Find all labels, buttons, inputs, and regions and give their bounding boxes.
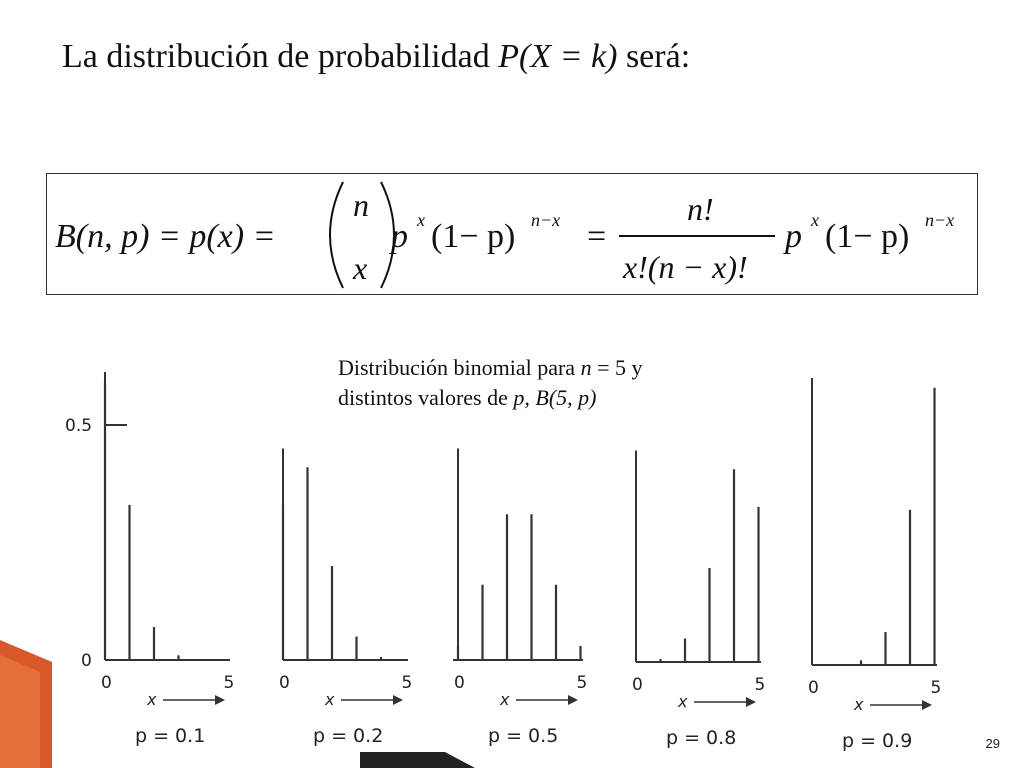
- x-tick-label: 5: [930, 678, 942, 698]
- chart-title-label: p = 0.5: [488, 725, 559, 747]
- formula-lhs: B(n, p) = p(x) =: [55, 218, 276, 255]
- term2-base: (1− p): [431, 218, 516, 255]
- title-prefix: La distribución de probabilidad: [62, 38, 499, 75]
- x-axis-arrow-head: [746, 697, 756, 707]
- x-axis-arrow-head: [393, 695, 403, 705]
- page-number: 29: [985, 736, 1000, 751]
- y-tick-label: 0: [81, 651, 92, 671]
- decorative-bottom-bar: [360, 752, 475, 768]
- y-tick-label: 0.5: [65, 416, 93, 436]
- x-axis-label: x: [325, 690, 335, 709]
- x-axis-arrow-head: [215, 695, 225, 705]
- x-axis-label: x: [678, 692, 688, 711]
- x-tick-label: 0: [101, 673, 112, 693]
- equals-sign: =: [587, 218, 607, 255]
- x-tick-label: 5: [223, 673, 235, 693]
- x-tick-label: 5: [401, 673, 413, 693]
- title-suffix: será:: [617, 38, 691, 75]
- chart-title-label: p = 0.9: [842, 730, 913, 752]
- term4-base: (1− p): [825, 218, 910, 255]
- chart-title-label: p = 0.1: [135, 725, 206, 747]
- fraction-numerator: n!: [687, 191, 714, 227]
- binom-bottom: x: [353, 250, 368, 286]
- term2-exp: n−x: [531, 210, 561, 230]
- term1-base: p: [391, 218, 408, 255]
- caption-line1-suffix: = 5 y: [591, 355, 643, 380]
- term4-exp: n−x: [925, 210, 955, 230]
- chart-group: [65, 372, 941, 752]
- x-axis-label: x: [854, 695, 864, 714]
- caption-line1-prefix: Distribución binomial para: [338, 355, 581, 380]
- x-tick-label: 0: [454, 673, 465, 693]
- caption-line2-prefix: distintos valores de: [338, 385, 514, 410]
- chart-title-label: p = 0.8: [666, 727, 737, 749]
- x-tick-label: 0: [279, 673, 290, 693]
- term3-exp: x: [811, 210, 819, 230]
- caption-line1-var: n: [580, 355, 592, 380]
- title-expression: P(X = k): [498, 38, 618, 75]
- x-tick-label: 5: [754, 675, 766, 695]
- x-tick-label: 0: [632, 675, 643, 695]
- caption-line2-expr: p, B(5, p): [513, 385, 597, 410]
- binom-top: n: [353, 187, 369, 223]
- x-axis-arrow-head: [922, 700, 932, 710]
- x-tick-label: 5: [576, 673, 588, 693]
- decorative-corner-highlight: [0, 655, 40, 768]
- x-axis-label: x: [147, 690, 157, 709]
- term1-exp: x: [417, 210, 425, 230]
- x-axis-label: x: [500, 690, 510, 709]
- x-axis-arrow-head: [568, 695, 578, 705]
- term3-base: p: [785, 218, 802, 255]
- fraction-denominator: x!(n − x)!: [623, 249, 748, 285]
- chart-title-label: p = 0.2: [313, 725, 384, 747]
- x-tick-label: 0: [808, 678, 819, 698]
